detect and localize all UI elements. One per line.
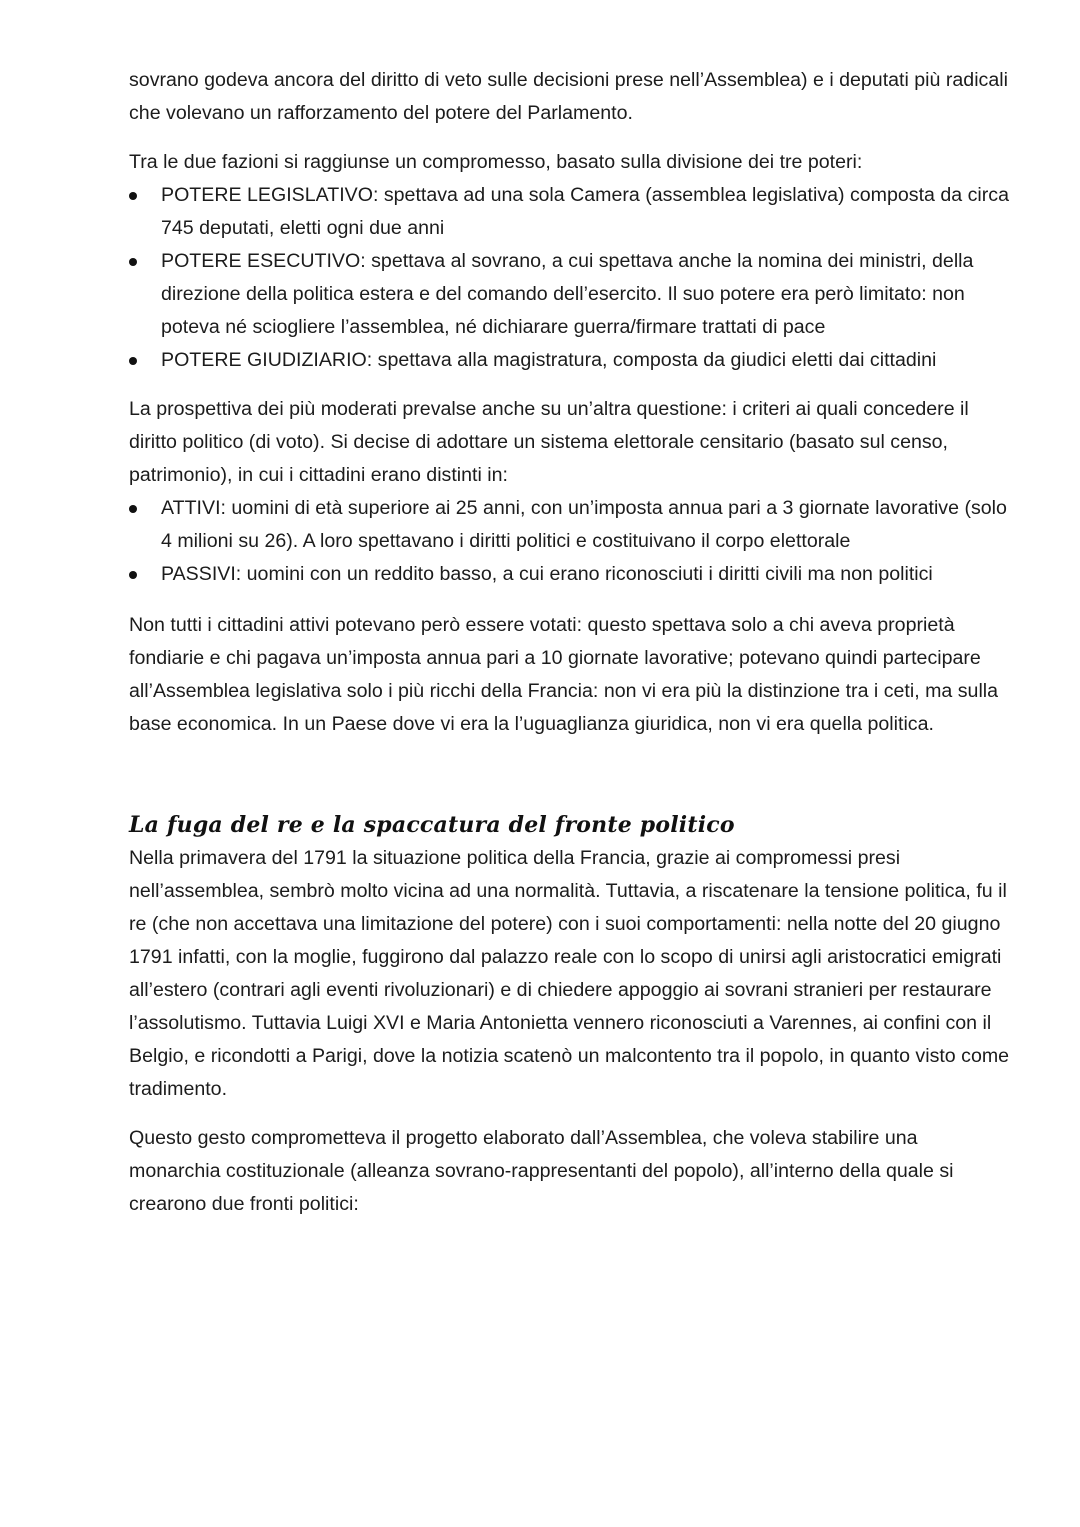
list-item-active (129, 492, 1014, 558)
paragraph-compromise-intro: Tra le due fazioni si raggiunse un compromesso, basato sulla divisione dei tre poteri: (129, 151, 863, 173)
list-item-legislative (129, 179, 1014, 245)
paragraph-political-fronts: Questo gesto comprometteva il progetto elaborato dall’Assemblea, che voleva stabilire una monarchia costituzionale (alleanza sovrano-rappresentanti del popolo), all’interno della quale si crearono due fronti politici: (129, 1127, 954, 1215)
list-item-text: POTERE ESECUTIVO: spettava al sovrano, a cui spettava anche la nomina dei ministri, della direzione della politica estera e del comando dell’esercito. Il suo potere era però limitato: non poteva né sciogliere l’assemblea, né dichiarare guerra/firmare trattati di pace (161, 250, 974, 338)
paragraph-eligibility: Non tutti i cittadini attivi potevano però essere votati: questo spettava solo a chi aveva proprietà fondiarie e chi pagava un’imposta annua pari a 10 giornate lavorative; potevano quindi partecipare all’Assemblea legislativa solo i più ricchi della Francia: non vi era più la distinzione tra i ceti, ma sulla base economica. In un Paese dove vi era la l’uguaglianza giuridica, non vi era quella politica. (129, 614, 999, 735)
powers-list (129, 179, 1014, 377)
bullet-icon (129, 505, 137, 513)
list-item-executive (129, 245, 1014, 344)
bullet-icon (129, 571, 137, 579)
list-item-text: POTERE LEGISLATIVO: spettava ad una sola Camera (assemblea legislativa) composta da circa 745 deputati, eletti ogni due anni (161, 184, 1009, 239)
list-item-text: POTERE GIUDIZIARIO: spettava alla magistratura, composta da giudici eletti dai cittadini (161, 349, 937, 371)
document-page (129, 64, 1014, 1221)
bullet-icon (129, 258, 137, 266)
paragraph-veto: sovrano godeva ancora del diritto di veto sulle decisioni prese nell’Assemblea) e i deputati più radicali che volevano un rafforzamento del potere del Parlamento. (129, 69, 1008, 124)
citizens-list (129, 492, 1014, 591)
paragraph-king-flight: Nella primavera del 1791 la situazione politica della Francia, grazie ai compromessi presi nell’assemblea, sembrò molto vicina ad una normalità. Tuttavia, a riscatenare la tensione politica, fu il re (che non accettava una limitazione del potere) con i suoi comportamenti: nella notte del 20 giugno 1791 infatti, con la moglie, fuggirono dal palazzo reale con lo scopo di unirsi agli aristocratici emigrati all’estero (contrari agli eventi rivoluzionari) e di chiedere appoggio ai sovrani stranieri per restaurare l’assolutismo. Tuttavia Luigi XVI e Maria Antonietta vennero riconosciuti a Varennes, ai confini con il Belgio, e ricondotti a Parigi, dove la notizia scatenò un malcontento tra il popolo, in quanto visto come tradimento. (129, 847, 1010, 1100)
bullet-icon (129, 357, 137, 365)
list-item-judicial (129, 344, 1014, 377)
paragraph-census-system: La prospettiva dei più moderati prevalse anche su un’altra questione: i criteri ai quali concedere il diritto politico (di voto). Si decise di adottare un sistema elettorale censitario (basato sul censo, patrimonio), in cui i cittadini erano distinti in: (129, 398, 969, 486)
list-item-passive (129, 558, 1014, 591)
list-item-text: PASSIVI: uomini con un reddito basso, a cui erano riconosciuti i diritti civili ma non politici (161, 563, 933, 585)
list-item-text: ATTIVI: uomini di età superiore ai 25 anni, con un’imposta annua pari a 3 giornate lavorative (solo 4 milioni su 26). A loro spettavano i diritti politici e costituivano il corpo elettorale (161, 497, 1007, 552)
section-heading: La fuga del re e la spaccatura del fronte politico (129, 812, 735, 838)
bullet-icon (129, 192, 137, 200)
